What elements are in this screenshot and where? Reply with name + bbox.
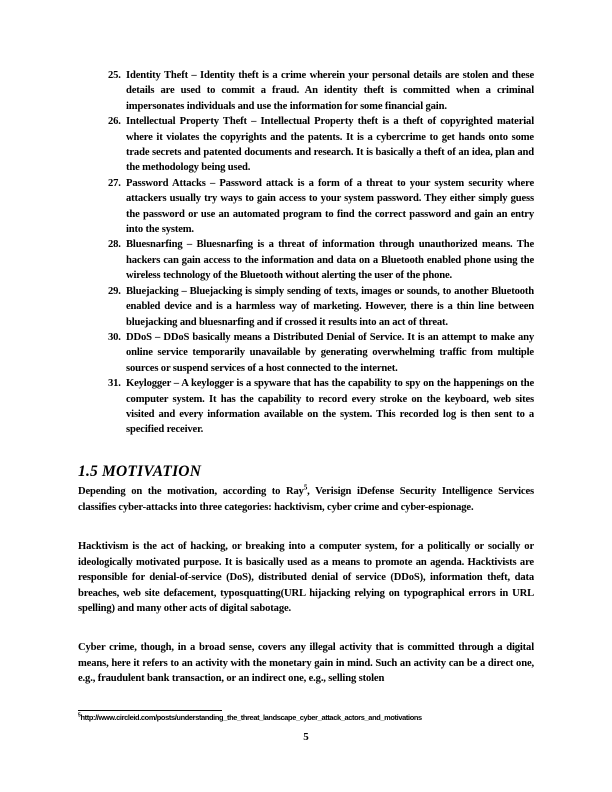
list-item-text: DDoS – DDoS basically means a Distributed Denial of Service. It is an attempt to make any online service temporarily unavailable by generating overwhelming traffic from multiple sources or suspend services of a host connected to the internet. [126,331,534,374]
list-item-number: 31. [108,378,121,390]
footnote [78,713,538,722]
list-item [108,68,534,114]
list-item-text: Keylogger – A keylogger is a spyware that has the capability to spy on the happenings on the computer system. It has the capability to record every stroke on the keyboard, web sites visited and every information available on the system. This recorded log is then sent to a specified receiver. [126,378,534,436]
list-item-text: Identity Theft – Identity theft is a crime wherein your personal details are stolen and these details are used to commit a fraud. An identity theft is committed when a criminal impersonates individuals and use the information for some financial gain. [126,70,534,112]
list-item [108,176,534,238]
list-item-text: Bluesnarfing – Bluesnarfing is a threat of information through unauthorized means. The hackers can gain access to the information and data on a Bluetooth enabled phone using the wireless technology of the Bluetooth without alerting the user of the phone. [126,239,534,282]
list-item [108,114,534,176]
list-item [108,284,534,330]
paragraph-intro [78,484,534,515]
list-item-text: Bluejacking – Bluejacking is simply sending of texts, images or sounds, to another Bluetooth enabled device and is a harmless way of marketing. However, there is a thin line between bluejacking and bluesnarfing and if crossed it results into an act of threat. [126,285,534,328]
list-item-number: 28. [108,239,121,251]
list-item-number: 25. [108,70,121,81]
paragraph-text: Depending on the motivation, according to Ray [78,486,304,497]
paragraph-cyber-crime: Cyber crime, though, in a broad sense, covers any illegal activity that is committed through a digital means, here it refers to an activity with the monetary gain in mind. Such an activity can be a direct one, e.g., fraudulent bank transaction, or an indirect one, e.g., selling stolen [78,642,534,685]
footnote-link[interactable]: http://www.circleid.com/posts/understanding_the_threat_landscape_cyber_attack_actors_and_motivations [80,713,422,722]
list-item-number: 26. [108,116,121,128]
section-heading: 1.5 MOTIVATION [78,463,202,480]
list-item-number: 27. [108,177,121,189]
list-item-text: Password Attacks – Password attack is a form of a threat to your system security where attackers usually try ways to gain access to your system password. They either simply guess the password or use an automated program to find the correct password and gain an entry into the system. [126,177,534,236]
list-item-text: Intellectual Property Theft – Intellectual Property theft is a theft of copyrighted material where it violates the copyrights and the patents. It is a cybercrime to get hands onto some trade secrets and patented documents and research. It is basically a theft of an idea, plan and the methodology being used. [126,116,534,174]
list-item [108,237,534,283]
footnote-marker: 5 [78,712,81,719]
list-item-number: 29. [108,285,121,297]
threat-list [108,68,534,438]
page-number: 5 [303,731,309,743]
list-item-number: 30. [108,331,121,343]
paragraph-text: , Verisign iDefense Security Intelligence Services classifies cyber-attacks into three categories: hacktivism, cyber crime and cyber-espionage. [78,486,534,513]
footnote-divider [78,710,222,711]
list-item [108,376,534,438]
paragraph-hacktivism: Hacktivism is the act of hacking, or breaking into a computer system, for a politically or socially or ideologically motivated purpose. It is basically used as a means to promote an agenda. Hacktivists are responsible for denial-of-service (DoS), distributed denial of service (DDoS), information theft, data breaches, web site defacement, typosquatting(URL hijacking relying on typographical errors in URL spelling) and many other acts of digital sabotage. [78,541,534,615]
list-item [108,330,534,376]
footnote-reference[interactable]: 5 [303,483,308,492]
